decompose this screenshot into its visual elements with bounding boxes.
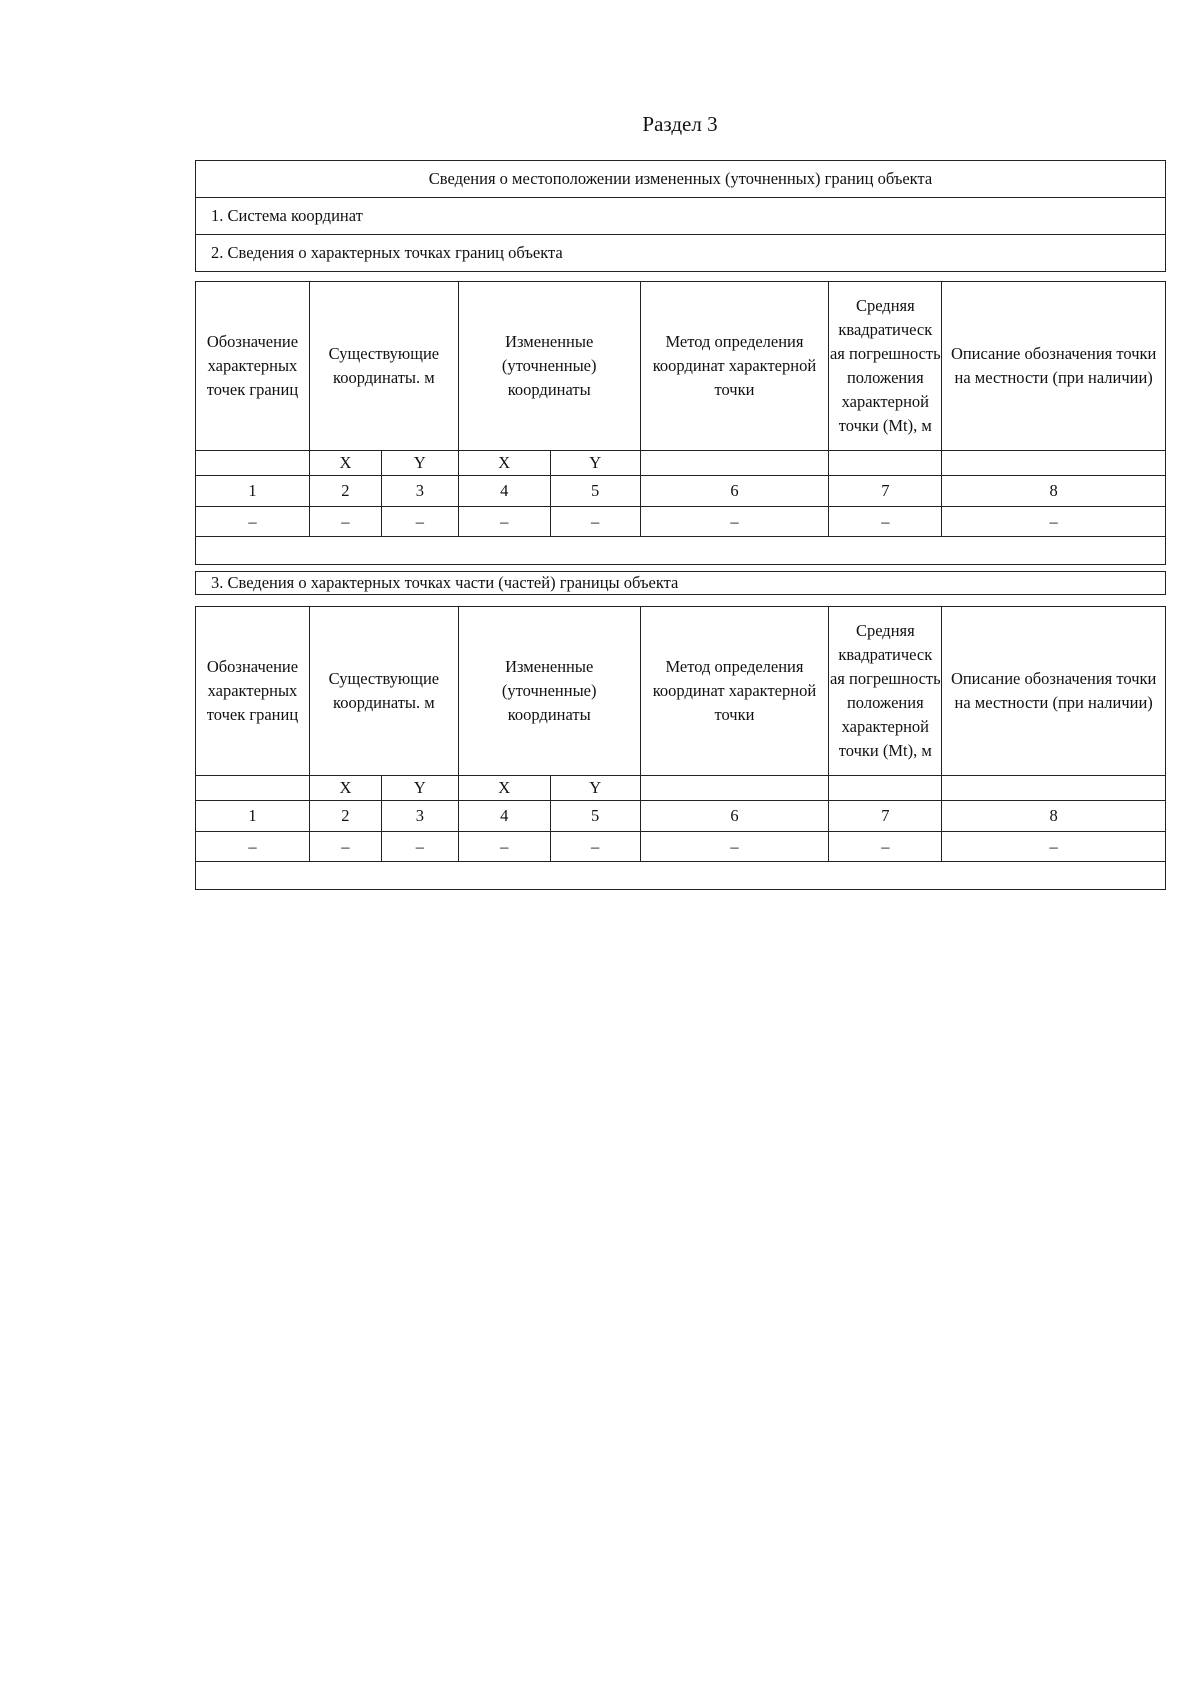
col-number: 1 [196,801,310,832]
x-label: X [458,776,550,801]
col-number: 4 [458,801,550,832]
dash-cell: – [942,507,1166,537]
y-label: Y [550,451,640,476]
y-label: Y [550,776,640,801]
empty-cell [196,537,1166,565]
col-method: Метод определения координат характерной точки [640,607,829,776]
x-label: X [309,451,381,476]
main-title: Сведения о местоположении измененных (уточненных) границ объекта [196,161,1166,198]
col-designation: Обозначение характерных точек границ [196,607,310,776]
xy-cell [942,776,1166,801]
dash-cell: – [640,832,829,862]
xy-cell [196,776,310,801]
col-number: 3 [381,801,458,832]
xy-cell [640,776,829,801]
dash-cell: – [550,832,640,862]
col-number: 7 [829,801,942,832]
col-error: Средняя квадратическ ая погрешность положения характерной точки (Mt), м [829,282,942,451]
xy-row [196,451,1166,476]
col-number: 2 [309,476,381,507]
table-row [196,507,1166,537]
y-label: Y [381,451,458,476]
coord-system-label: 1. Система координат [196,198,1166,235]
number-row [196,476,1166,507]
col-number: 8 [942,801,1166,832]
empty-row [196,537,1166,565]
dash-cell: – [550,507,640,537]
col-number: 2 [309,801,381,832]
points-table [195,281,1166,565]
dash-cell: – [196,832,310,862]
col-number: 7 [829,476,942,507]
col-number: 3 [381,476,458,507]
header-table [195,160,1166,272]
empty-row [196,862,1166,890]
xy-cell [942,451,1166,476]
xy-cell [829,776,942,801]
col-error: Средняя квадратическ ая погрешность положения характерной точки (Mt), м [829,607,942,776]
col-existing-coords: Существующие координаты. м [309,607,458,776]
empty-cell [196,862,1166,890]
dash-cell: – [196,507,310,537]
col-number: 6 [640,801,829,832]
dash-cell: – [309,832,381,862]
xy-cell [196,451,310,476]
col-existing-coords: Существующие координаты. м [309,282,458,451]
col-designation: Обозначение характерных точек границ [196,282,310,451]
table-header-row [196,282,1166,451]
table-header-row [196,607,1166,776]
col-changed-coords: Измененные (уточненные) координаты [458,607,640,776]
dash-cell: – [458,507,550,537]
col-description: Описание обозначения точки на местности (при наличии) [942,607,1166,776]
col-description: Описание обозначения точки на местности (при наличии) [942,282,1166,451]
points-title: 2. Сведения о характерных точках границ объекта [196,235,1166,272]
part-points-table [195,606,1166,890]
dash-cell: – [381,507,458,537]
col-method: Метод определения координат характерной точки [640,282,829,451]
xy-row [196,776,1166,801]
section-title: Раздел 3 [642,112,718,136]
col-changed-coords: Измененные (уточненные) координаты [458,282,640,451]
col-number: 6 [640,476,829,507]
col-number: 1 [196,476,310,507]
col-number: 5 [550,801,640,832]
dash-cell: – [829,832,942,862]
xy-cell [640,451,829,476]
xy-cell [829,451,942,476]
dash-cell: – [942,832,1166,862]
table-row [196,832,1166,862]
col-number: 5 [550,476,640,507]
dash-cell: – [381,832,458,862]
dash-cell: – [458,832,550,862]
x-label: X [458,451,550,476]
dash-cell: – [640,507,829,537]
x-label: X [309,776,381,801]
col-number: 8 [942,476,1166,507]
dash-cell: – [309,507,381,537]
dash-cell: – [829,507,942,537]
number-row [196,801,1166,832]
y-label: Y [381,776,458,801]
part-title: 3. Сведения о характерных точках части (частей) границы объекта [195,571,1166,595]
col-number: 4 [458,476,550,507]
